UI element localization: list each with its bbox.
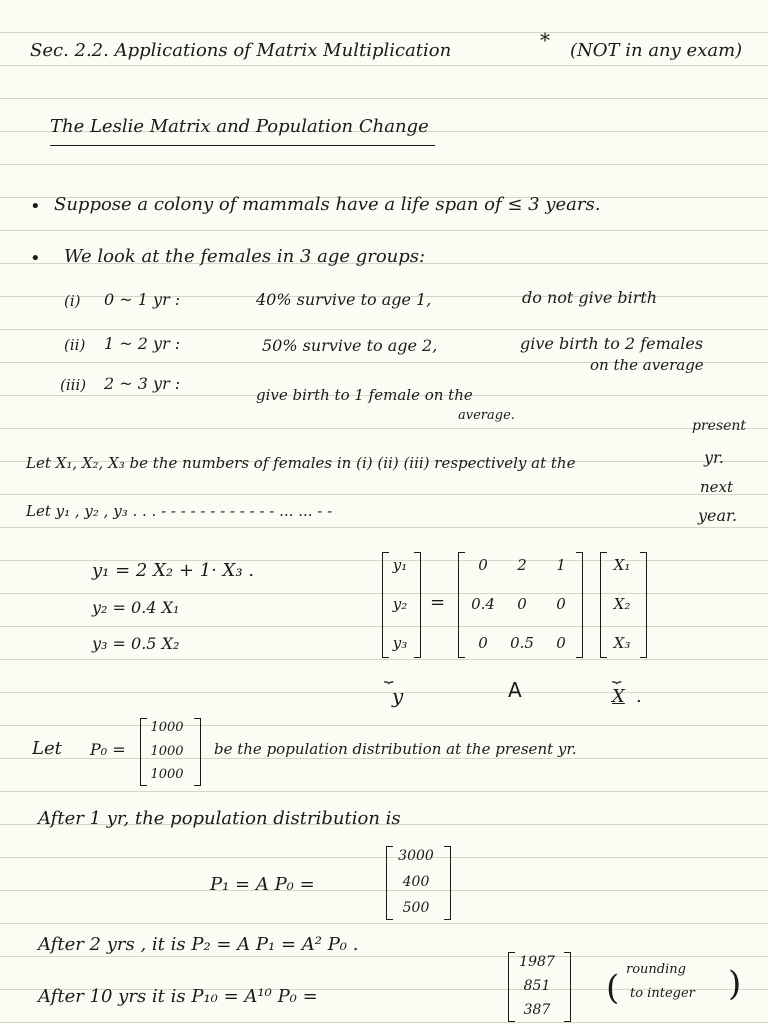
let-x-line: Let X₁, X₂, X₃ be the numbers of females in (i) (ii) (iii) respectively at the — [26, 454, 576, 472]
bullet-age-groups: We look at the females in 3 age groups: — [64, 246, 426, 267]
asterisk: * — [540, 28, 550, 52]
group-birth-average: on the average — [590, 356, 704, 374]
matrix-cell: 0.4 — [471, 595, 495, 613]
bracket-right — [640, 552, 647, 658]
group-range: 2 ~ 3 yr : — [104, 374, 181, 393]
label-y: y — [392, 684, 404, 708]
p1-vector — [392, 848, 440, 916]
matrix-row — [466, 556, 578, 574]
y-vector — [388, 556, 412, 652]
group-range: 0 ~ 1 yr : — [104, 290, 181, 309]
year-label: year. — [698, 506, 738, 525]
p10-entry: 387 — [523, 1002, 551, 1018]
bullet-lifespan: Suppose a colony of mammals have a life span of ≤ 3 years. — [54, 194, 601, 215]
label-A: A — [508, 678, 522, 702]
p10-vector — [512, 954, 562, 1018]
y-entry: y₂ — [392, 595, 408, 613]
subtitle: The Leslie Matrix and Population Change — [50, 116, 435, 146]
p0-entry: 1000 — [150, 743, 184, 759]
integer-note: to integer — [630, 986, 695, 1001]
next-label: next — [700, 478, 734, 496]
group-range: 1 ~ 2 yr : — [104, 334, 181, 353]
paren-open: ( — [606, 968, 620, 1008]
matrix-cell: 0 — [478, 634, 488, 652]
A-matrix — [466, 556, 578, 652]
p10-entry: 851 — [523, 978, 551, 994]
p0-description: be the population distribution at the present yr. — [214, 740, 577, 758]
matrix-cell: 0 — [556, 595, 566, 613]
matrix-row — [466, 634, 578, 652]
label-x: X — [612, 686, 625, 707]
after-10-yrs-text: After 10 yrs it is P₁₀ = A¹⁰ P₀ = — [38, 986, 318, 1007]
y-entry: y₃ — [392, 634, 408, 652]
matrix-cell: 0 — [556, 634, 566, 652]
group-survive: give birth to 1 female on the — [256, 386, 473, 404]
p0-name: P₀ = — [90, 740, 126, 759]
matrix-row — [466, 595, 578, 613]
bracket-right — [564, 952, 571, 1022]
after-1-yr-text: After 1 yr, the population distribution is — [38, 808, 401, 829]
matrix-cell: 0 — [517, 595, 527, 613]
equals-sign: = — [430, 592, 446, 613]
p1-equation: P₁ = A P₀ = — [210, 874, 315, 895]
y-entry: y₁ — [392, 556, 408, 574]
exam-note: (NOT in any exam) — [570, 40, 743, 61]
x-entry: X₂ — [613, 595, 631, 613]
group-birth: give birth to 2 females — [520, 334, 704, 353]
equation-y1: y₁ = 2 X₂ + 1· X₃ . — [92, 560, 255, 581]
bullet-dot: • — [30, 248, 41, 269]
p10-entry: 1987 — [519, 954, 555, 970]
group-birth: average. — [458, 408, 515, 423]
bracket-right — [414, 552, 421, 658]
x-entry: X₃ — [613, 634, 631, 652]
matrix-cell: 1 — [556, 556, 566, 574]
bracket-right — [194, 718, 201, 786]
p1-entry: 3000 — [398, 848, 434, 864]
equation-y3: y₃ = 0.5 X₂ — [92, 634, 180, 653]
rounding-note: rounding — [626, 962, 686, 977]
matrix-cell: 2 — [517, 556, 527, 574]
group-label: (i) — [64, 292, 81, 310]
bullet-dot: • — [30, 196, 41, 217]
brace-y: ⏟ — [384, 664, 394, 683]
group-label: (ii) — [64, 336, 86, 354]
x-entry: X₁ — [613, 556, 631, 574]
group-birth: do not give birth — [522, 288, 658, 307]
present-label: present — [692, 418, 747, 434]
group-label: (iii) — [60, 376, 87, 394]
matrix-cell: 0.5 — [510, 634, 534, 652]
bracket-left — [458, 552, 465, 658]
x-vector — [606, 556, 638, 652]
p1-entry: 400 — [402, 874, 430, 890]
p0-entry: 1000 — [150, 720, 184, 735]
p0-entry: 1000 — [150, 767, 184, 782]
group-survive: 50% survive to age 2, — [262, 336, 438, 355]
matrix-cell: 0 — [478, 556, 488, 574]
p1-entry: 500 — [402, 900, 430, 916]
bracket-right — [576, 552, 583, 658]
yr-label: yr. — [704, 448, 725, 467]
label-dot: . — [636, 686, 642, 707]
brace-x: ⏟ — [612, 664, 622, 683]
after-2-yrs-text: After 2 yrs , it is P₂ = A P₁ = A² P₀ . — [38, 934, 359, 955]
let-y-line: Let y₁ , y₂ , y₃ . . . - - - - - - - - - - - - ... ... - - — [26, 502, 333, 520]
group-survive: 40% survive to age 1, — [256, 290, 432, 309]
equation-y2: y₂ = 0.4 X₁ — [92, 598, 180, 617]
p0-vector — [144, 720, 190, 782]
section-title: Sec. 2.2. Applications of Matrix Multiplication — [30, 40, 452, 61]
paren-close: ) — [728, 964, 742, 1004]
bracket-right — [444, 846, 451, 920]
let-p0-prefix: Let — [32, 738, 62, 759]
